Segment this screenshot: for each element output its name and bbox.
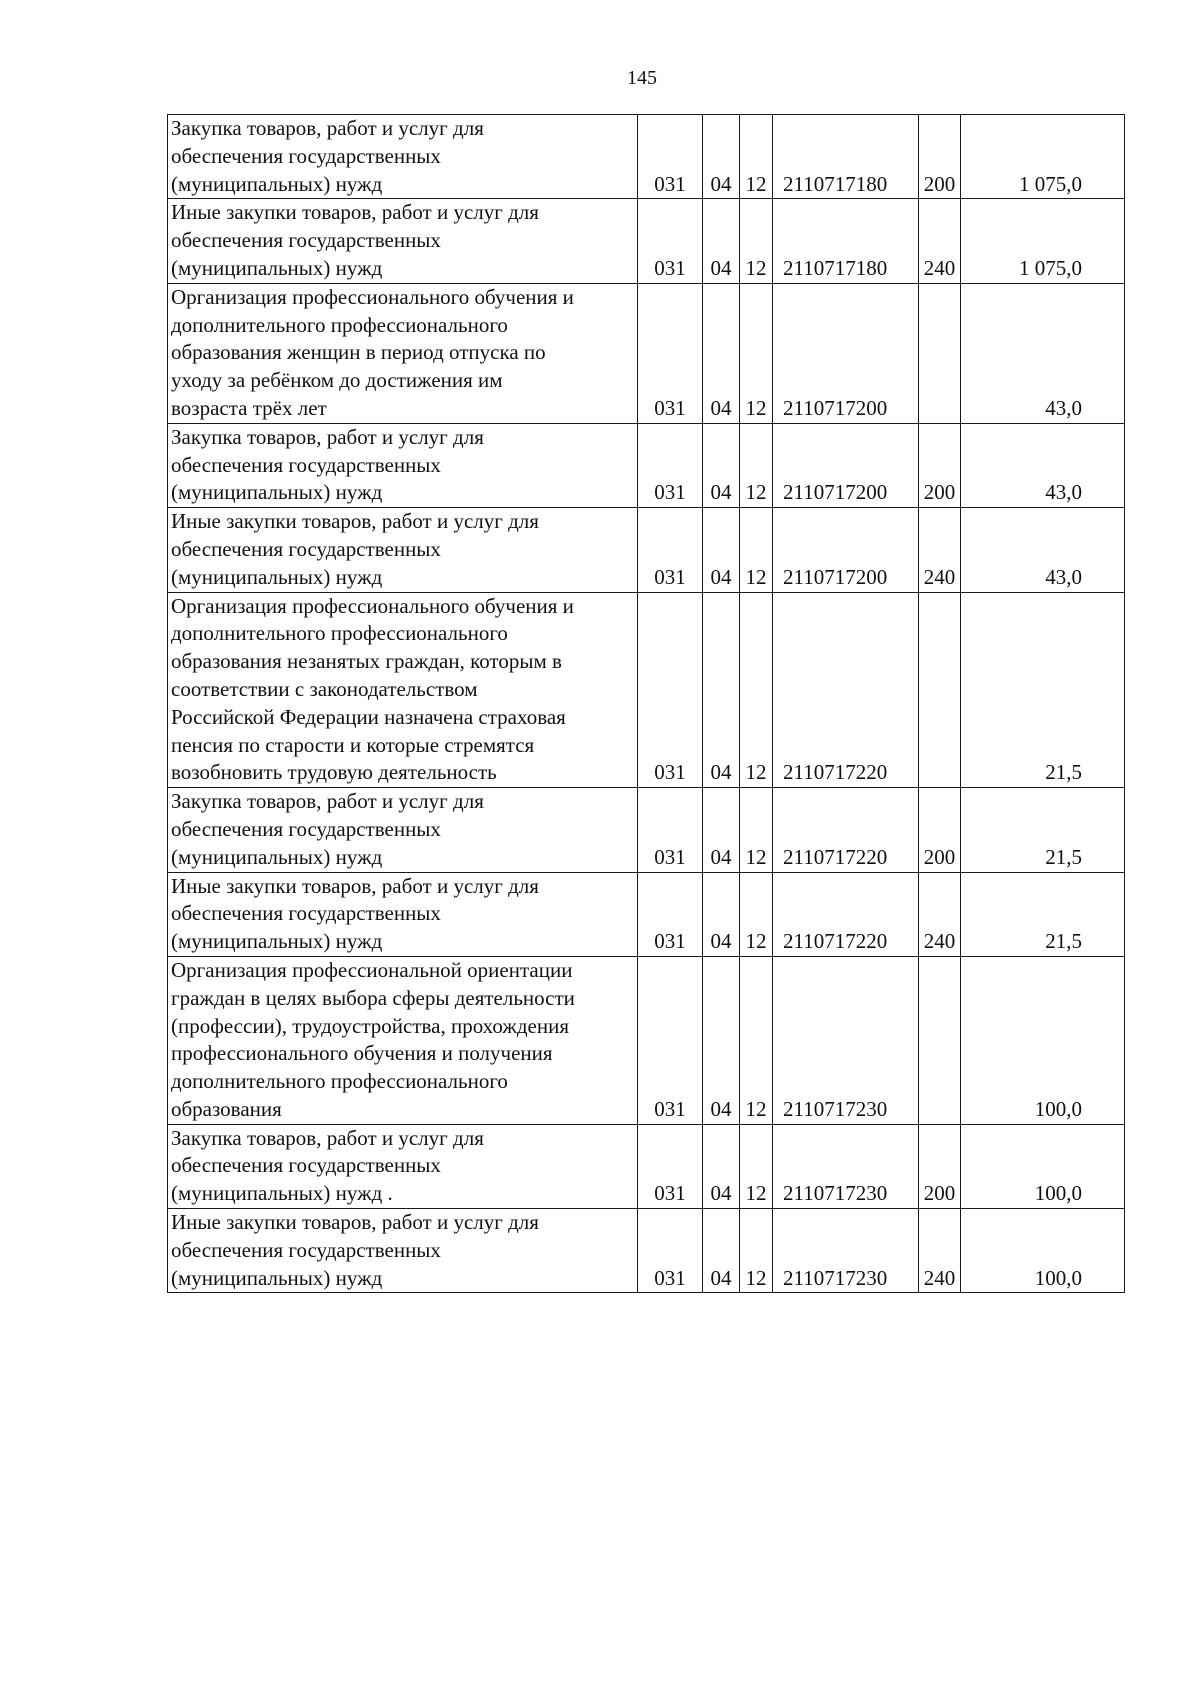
- row-name: Закупка товаров, работ и услуг для обеспечения государственных (муниципальных) нужд: [168, 115, 638, 199]
- row-section-code: 04: [703, 508, 740, 592]
- row-expense-type: 200: [919, 115, 961, 199]
- row-grbs-code: 031: [638, 508, 703, 592]
- row-expense-type: 200: [919, 1124, 961, 1208]
- row-name: Организация профессионального обучения и дополнительного профессионального образования незанятых граждан, которым в соответствии с законодательством Российской Федерации назначена страховая пенсия по старости и которые стремятся возобновить трудовую деятельность: [168, 592, 638, 788]
- row-target-article: 2110717200: [773, 508, 919, 592]
- row-section-code: 04: [703, 283, 740, 423]
- row-expense-type: [919, 283, 961, 423]
- row-expense-type: 200: [919, 423, 961, 507]
- row-section-code: 04: [703, 199, 740, 283]
- row-target-article: 2110717220: [773, 872, 919, 956]
- row-section-code: 04: [703, 788, 740, 872]
- table-row: [168, 423, 1125, 507]
- row-name: Организация профессионального обучения и дополнительного профессионального образования женщин в период отпуска по уходу за ребёнком до достижения им возраста трёх лет: [168, 283, 638, 423]
- row-name: Иные закупки товаров, работ и услуг для обеспечения государственных (муниципальных) нужд: [168, 872, 638, 956]
- row-grbs-code: 031: [638, 423, 703, 507]
- row-name: Организация профессиональной ориентации граждан в целях выбора сферы деятельности (профессии), трудоустройства, прохождения профессионального обучения и получения дополнительного профессионального образования: [168, 956, 638, 1124]
- table-row: [168, 872, 1125, 956]
- row-section-code: 04: [703, 423, 740, 507]
- row-amount: 1 075,0: [961, 199, 1125, 283]
- row-target-article: 2110717220: [773, 788, 919, 872]
- row-amount: 43,0: [961, 423, 1125, 507]
- row-amount: 21,5: [961, 788, 1125, 872]
- row-target-article: 2110717230: [773, 956, 919, 1124]
- row-subsection-code: 12: [740, 283, 773, 423]
- row-subsection-code: 12: [740, 115, 773, 199]
- row-target-article: 2110717230: [773, 1209, 919, 1293]
- row-grbs-code: 031: [638, 283, 703, 423]
- row-amount: 21,5: [961, 592, 1125, 788]
- row-grbs-code: 031: [638, 115, 703, 199]
- row-expense-type: 240: [919, 199, 961, 283]
- row-target-article: 2110717220: [773, 592, 919, 788]
- row-name: Закупка товаров, работ и услуг для обеспечения государственных (муниципальных) нужд .: [168, 1124, 638, 1208]
- table-row: [168, 788, 1125, 872]
- row-subsection-code: 12: [740, 788, 773, 872]
- row-expense-type: 240: [919, 872, 961, 956]
- row-subsection-code: 12: [740, 956, 773, 1124]
- budget-table-body: [168, 115, 1125, 1293]
- row-section-code: 04: [703, 592, 740, 788]
- row-name: Закупка товаров, работ и услуг для обеспечения государственных (муниципальных) нужд: [168, 788, 638, 872]
- row-section-code: 04: [703, 1124, 740, 1208]
- row-subsection-code: 12: [740, 872, 773, 956]
- row-subsection-code: 12: [740, 423, 773, 507]
- budget-table: [167, 114, 1125, 1293]
- row-grbs-code: 031: [638, 956, 703, 1124]
- row-expense-type: 240: [919, 508, 961, 592]
- row-name: Иные закупки товаров, работ и услуг для обеспечения государственных (муниципальных) нужд: [168, 508, 638, 592]
- row-amount: 43,0: [961, 508, 1125, 592]
- row-amount: 21,5: [961, 872, 1125, 956]
- table-row: [168, 508, 1125, 592]
- row-grbs-code: 031: [638, 872, 703, 956]
- row-section-code: 04: [703, 1209, 740, 1293]
- row-name: Закупка товаров, работ и услуг для обеспечения государственных (муниципальных) нужд: [168, 423, 638, 507]
- row-grbs-code: 031: [638, 1209, 703, 1293]
- row-subsection-code: 12: [740, 1124, 773, 1208]
- row-amount: 100,0: [961, 1209, 1125, 1293]
- row-name: Иные закупки товаров, работ и услуг для обеспечения государственных (муниципальных) нужд: [168, 1209, 638, 1293]
- row-amount: 43,0: [961, 283, 1125, 423]
- row-amount: 1 075,0: [961, 115, 1125, 199]
- row-target-article: 2110717200: [773, 283, 919, 423]
- row-target-article: 2110717230: [773, 1124, 919, 1208]
- table-row: [168, 592, 1125, 788]
- page-number: 145: [627, 67, 657, 89]
- row-amount: 100,0: [961, 1124, 1125, 1208]
- row-section-code: 04: [703, 115, 740, 199]
- row-subsection-code: 12: [740, 1209, 773, 1293]
- row-expense-type: 240: [919, 1209, 961, 1293]
- table-row: [168, 1209, 1125, 1293]
- table-row: [168, 115, 1125, 199]
- table-row: [168, 199, 1125, 283]
- row-name: Иные закупки товаров, работ и услуг для обеспечения государственных (муниципальных) нужд: [168, 199, 638, 283]
- row-expense-type: [919, 956, 961, 1124]
- row-grbs-code: 031: [638, 592, 703, 788]
- table-row: [168, 283, 1125, 423]
- row-target-article: 2110717180: [773, 199, 919, 283]
- row-expense-type: [919, 592, 961, 788]
- table-row: [168, 956, 1125, 1124]
- row-subsection-code: 12: [740, 592, 773, 788]
- row-amount: 100,0: [961, 956, 1125, 1124]
- row-subsection-code: 12: [740, 199, 773, 283]
- row-section-code: 04: [703, 956, 740, 1124]
- row-subsection-code: 12: [740, 508, 773, 592]
- row-expense-type: 200: [919, 788, 961, 872]
- row-target-article: 2110717200: [773, 423, 919, 507]
- row-grbs-code: 031: [638, 1124, 703, 1208]
- row-section-code: 04: [703, 872, 740, 956]
- table-row: [168, 1124, 1125, 1208]
- row-target-article: 2110717180: [773, 115, 919, 199]
- row-grbs-code: 031: [638, 199, 703, 283]
- row-grbs-code: 031: [638, 788, 703, 872]
